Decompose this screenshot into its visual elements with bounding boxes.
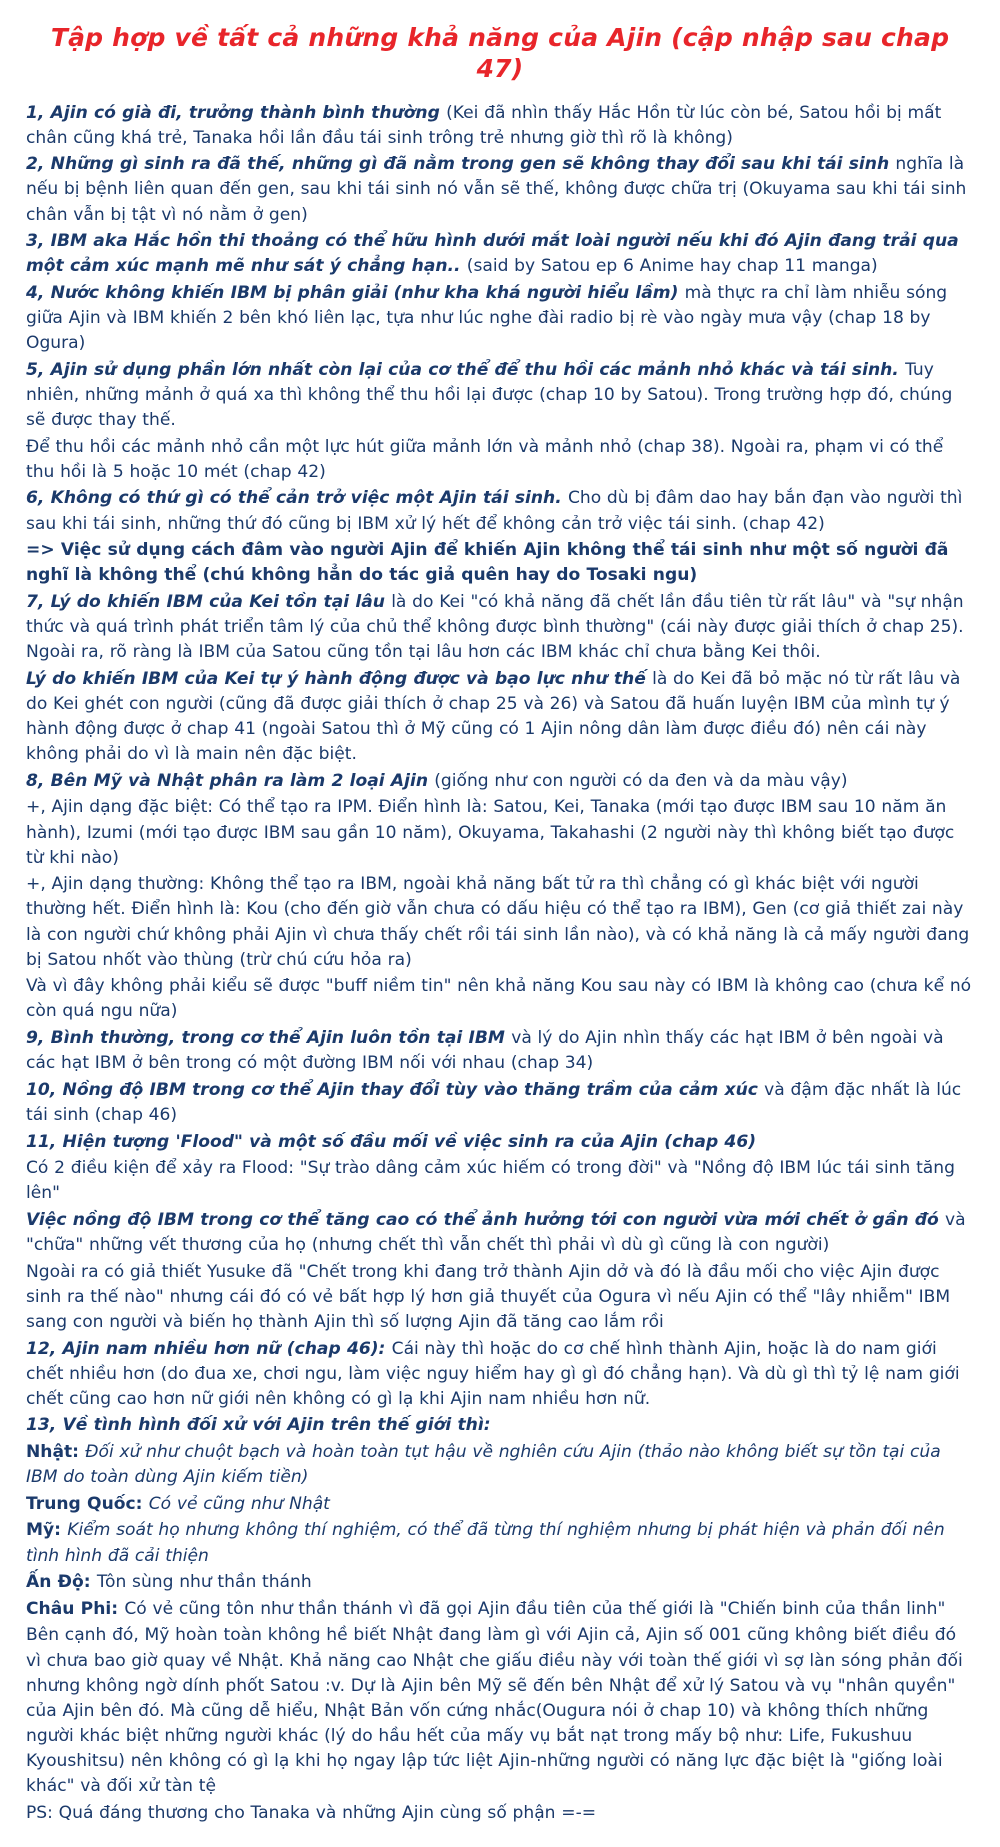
paragraph-run: và "chữa" những vết thương của họ (nhưng chết thì vẫn chết thì phải vì dù gì cũng là con người) xyxy=(26,1209,966,1255)
paragraph-run: Lý do khiến IBM của Kei tự ý hành động được và bạo lực như thế xyxy=(26,668,653,689)
document-paragraph xyxy=(26,1570,974,1595)
document-paragraph xyxy=(26,486,974,536)
paragraph-run: Có vẻ cũng tôn như thần thánh vì đã gọi Ajin đầu tiên của thế giới là "Chiến binh của thần linh" xyxy=(124,1598,946,1619)
paragraph-run: 3, IBM aka Hắc hồn thi thoảng có thể hữu hình dưới mắt loài người nếu khi đó Ajin đang trải qua một cảm xúc mạnh mẽ như sát ý chẳng hạn.. xyxy=(26,231,959,277)
paragraph-run: 8, Bên Mỹ và Nhật phân ra làm 2 loại Ajin xyxy=(26,770,435,791)
paragraph-run: 2, Những gì sinh ra đã thế, những gì đã nằm trong gen sẽ không thay đổi sau khi tái sinh xyxy=(26,154,896,175)
paragraph-run: Tuy nhiên, những mảnh ở quá xa thì không thể thu hồi lại được (chap 10 by Satou). Trong trường hợp đó, chúng sẽ được thay thế. xyxy=(26,359,953,430)
page-title: Tập hợp về tất cả những khả năng của Ajin (cập nhập sau chap 47) xyxy=(50,23,950,84)
document-paragraph xyxy=(26,974,974,1024)
document-paragraph xyxy=(26,872,974,973)
document-paragraph xyxy=(26,281,974,356)
document-paragraph xyxy=(26,1078,974,1128)
paragraph-run: mà thực ra chỉ làm nhiễu sóng giữa Ajin và IBM khiến 2 bên khó liên lạc, tựa như lúc nghe đài radio bị rè vào ngày mưa vậy (chap 18 by Ogura) xyxy=(26,282,948,354)
paragraph-run: 4, Nước không khiến IBM bị phân giải (như kha khá người hiểu lầm) xyxy=(26,282,685,303)
paragraph-run: PS: Quá đáng thương cho Tanaka và những Ajin cùng số phận =-= xyxy=(26,1802,597,1823)
paragraph-run: Nhật: xyxy=(26,1442,86,1462)
paragraph-run: Việc nồng độ IBM trong cơ thể tăng cao có thể ảnh hưởng tới con người vừa mới chết ở gần đó xyxy=(26,1209,945,1230)
paragraph-run: Bên cạnh đó, Mỹ hoàn toàn không hề biết Nhật đang làm gì với Ajin cả, Ajin số 001 cũng không biết điều đó vì chưa bao giờ quay về Nhật. Khả năng cao Nhật che giấu điều này với toàn thế giới vì sợ làn sóng phản đối nhưng không ngờ dính phốt Satou :v. Dự là Ajin bên Mỹ sẽ đến bên Nhật để xử lý Satou và vụ "nhân quyền" của Ajin bên đó. Mà cũng dễ hiểu, Nhật Bản vốn cứng nhắc(Ougura nói ở chap 10) và không thích những người khác biệt những người khác (lý do hầu hết của mấy vụ bắt nạt trong mấy bộ như: Life, Fukushuu Kyoushitsu) nên không có gì lạ khi họ ngay lập tức liệt Ajin-những người có năng lực đặc biệt là "giống loài khác" và đối xử tàn tệ xyxy=(26,1625,963,1797)
document-paragraph xyxy=(26,795,974,870)
paragraph-run: => Việc sử dụng cách đâm vào người Ajin để khiến Ajin không thể tái sinh như một số người đã nghĩ là không thể (chú không hẳn do tác giả quên hay do Tosaki ngu) xyxy=(26,540,949,586)
paragraph-run: và đậm đặc nhất là lúc tái sinh (chap 46) xyxy=(26,1079,962,1125)
paragraph-run: +, Ajin dạng thường: Không thể tạo ra IBM, ngoài khả năng bất tử ra thì chẳng có gì khác biệt với người thường hết. Điển hình là: Kou (cho đến giờ vẫn chưa có dấu hiệu có thể tạo ra IBM), Gen (cơ giả thiết zai này là con người chứ không phải Ajin vì chưa thấy chết rồi tái sinh lần nào), và có khả năng là cả mấy người đang bị Satou nhốt vào thùng (trừ chú cứu hỏa ra) xyxy=(26,874,970,970)
paragraph-run: 9, Bình thường, trong cơ thể Ajin luôn tồn tại IBM xyxy=(26,1028,512,1048)
document-paragraph xyxy=(26,1597,974,1622)
document-paragraph xyxy=(26,1260,974,1335)
paragraph-run: 1, Ajin có già đi, trưởng thành bình thường xyxy=(26,102,447,123)
document-paragraph xyxy=(26,1801,974,1826)
paragraph-run: +, Ajin dạng đặc biệt: Có thể tạo ra IPM. Điển hình là: Satou, Kei, Tanaka (mới tạo được IBM sau 10 năm ăn hành), Izumi (mới tạo được IBM sau gần 10 năm), Okuyama, Takahashi (2 người này thì không biết tạo được từ khi nào) xyxy=(26,797,955,868)
paragraph-run: Trung Quốc: xyxy=(26,1493,149,1514)
document-paragraph xyxy=(26,667,974,768)
document-paragraph xyxy=(26,1208,974,1258)
document-paragraph xyxy=(26,1518,974,1568)
paragraph-run: Tôn sùng như thần thánh xyxy=(96,1572,312,1593)
document-paragraph xyxy=(26,1156,974,1206)
document-paragraph xyxy=(26,1413,974,1438)
document-paragraph xyxy=(26,435,974,485)
paragraph-run: (giống như con người có da đen và da màu vậy) xyxy=(434,770,848,791)
paragraph-run: 13, Về tình hình đối xử với Ajin trên thế giới thì: xyxy=(26,1415,491,1436)
document-paragraph xyxy=(26,1130,974,1155)
document-paragraph xyxy=(26,101,974,151)
paragraph-run: và lý do Ajin nhìn thấy các hạt IBM ở bên ngoài và các hạt IBM ở bên trong có một đường IBM nối với nhau (chap 34) xyxy=(26,1028,944,1074)
paragraph-run: Có 2 điều kiện để xảy ra Flood: "Sự trào dâng cảm xúc hiếm có trong đời" và "Nồng độ IBM lúc tái sinh tăng lên" xyxy=(26,1158,955,1204)
paragraph-run: Để thu hồi các mảnh nhỏ cần một lực hút giữa mảnh lớn và mảnh nhỏ (chap 38). Ngoài ra, phạm vi có thể thu hồi là 5 hoặc 10 mét (chap 42) xyxy=(26,436,944,482)
paragraph-run: nghĩa là nếu bị bệnh liên quan đến gen, sau khi tái sinh nó vẫn sẽ thế, không được chữa trị (Okuyama sau khi tái sinh chân vẫn bị tật vì nó nằm ở gen) xyxy=(26,154,967,225)
paragraph-run: 5, Ajin sử dụng phần lớn nhất còn lại của cơ thể để thu hồi các mảnh nhỏ khác và tái sinh. xyxy=(26,359,906,380)
document-paragraph xyxy=(26,1492,974,1517)
paragraph-run: Ấn Độ: xyxy=(26,1572,97,1593)
paragraph-run: 11, Hiện tượng 'Flood" và một số đầu mối về việc sinh ra của Ajin (chap 46) xyxy=(26,1131,757,1152)
document-paragraph xyxy=(26,152,974,227)
paragraph-run: (said by Satou ep 6 Anime hay chap 11 manga) xyxy=(466,256,878,277)
paragraph-run: 7, Lý do khiến IBM của Kei tồn tại lâu xyxy=(26,591,392,612)
paragraph-run: là do Kei "có khả năng đã chết lần đầu tiên từ rất lâu" và "sự nhận thức và quá trình phát triển tâm lý của chủ thể không được bình thường" (cái này được giải thích ở chap 25). Ngoài ra, rõ ràng là IBM của Satou cũng tồn tại lâu hơn các IBM khác chỉ chưa bằng Kei thôi. xyxy=(26,591,964,663)
document-paragraph xyxy=(26,229,974,279)
document-paragraph xyxy=(26,358,974,433)
paragraph-run: 6, Không có thứ gì có thể cản trở việc một Ajin tái sinh. xyxy=(26,488,568,509)
document-paragraph xyxy=(26,769,974,794)
document-paragraph xyxy=(26,1337,974,1412)
paragraph-run: Kiểm soát họ nhưng không thí nghiệm, có thể đã từng thí nghiệm nhưng bị phát hiện và phản đối nên tình hình đã cải thiện xyxy=(26,1520,945,1566)
paragraph-run: 10, Nồng độ IBM trong cơ thể Ajin thay đổi tùy vào thăng trầm của cảm xúc xyxy=(26,1079,765,1100)
document-body xyxy=(26,101,974,1826)
paragraph-run: là do Kei đã bỏ mặc nó từ rất lâu và do Kei ghét con người (cũng đã được giải thích ở chap 25 và 26) và Satou đã huấn luyện IBM của mình tự ý hành động được ở chap 41 (ngoài Satou thì ở Mỹ cũng có 1 Ajin nông dân làm được điều đó) nên cái này không phải do vì là main nên đặc biệt. xyxy=(26,668,961,765)
document-paragraph xyxy=(26,538,974,588)
paragraph-run: Mỹ: xyxy=(26,1520,68,1541)
document-paragraph xyxy=(26,590,974,665)
document-paragraph xyxy=(26,1026,974,1076)
paragraph-run: Cái này thì hoặc do cơ chế hình thành Ajin, hoặc là do nam giới chết nhiều hơn (do đua xe, chơi ngu, làm việc nguy hiểm hay gì gì đó chẳng hạn). Và dù gì thì tỷ lệ nam giới chết cũng cao hơn nữ giới nên không có gì lạ khi Ajin nam nhiều hơn nữ. xyxy=(26,1338,960,1409)
paragraph-run: 12, Ajin nam nhiều hơn nữ (chap 46): xyxy=(26,1338,392,1359)
document-paragraph xyxy=(26,1440,974,1490)
paragraph-run: (Kei đã nhìn thấy Hắc Hồn từ lúc còn bé, Satou hồi bị mất chân cũng khá trẻ, Tanaka hồi lần đầu tái sinh trông trẻ nhưng giờ thì rõ là không) xyxy=(26,102,942,148)
paragraph-run: Châu Phi: xyxy=(26,1598,125,1619)
paragraph-run: Ngoài ra có giả thiết Yusuke đã "Chết trong khi đang trở thành Ajin dở và đó là đầu mối cho việc Ajin được sinh ra thế nào" nhưng cái đó có vẻ bất hợp lý hơn giả thuyết của Ogura vì nếu Ajin có thể "lây nhiễm" IBM sang con người và biến họ thành Ajin thì số lượng Ajin đã tăng cao lắm rồi xyxy=(26,1261,951,1332)
paragraph-run: Cho dù bị đâm dao hay bắn đạn vào người thì sau khi tái sinh, những thứ đó cũng bị IBM xử lý hết để không cản trở việc tái sinh. (chap 42) xyxy=(26,488,963,534)
paragraph-run: Đối xử như chuột bạch và hoàn toàn tụt hậu về nghiên cứu Ajin (thảo nào không biết sự tồn tại của IBM do toàn dùng Ajin kiếm tiền) xyxy=(26,1442,941,1488)
paragraph-run: Có vẻ cũng như Nhật xyxy=(148,1493,330,1514)
paragraph-run: Và vì đây không phải kiểu sẽ được "buff niềm tin" nên khả năng Kou sau này có IBM là không cao (chưa kể nó còn quá ngu nữa) xyxy=(26,976,972,1022)
document-paragraph xyxy=(26,1623,974,1799)
